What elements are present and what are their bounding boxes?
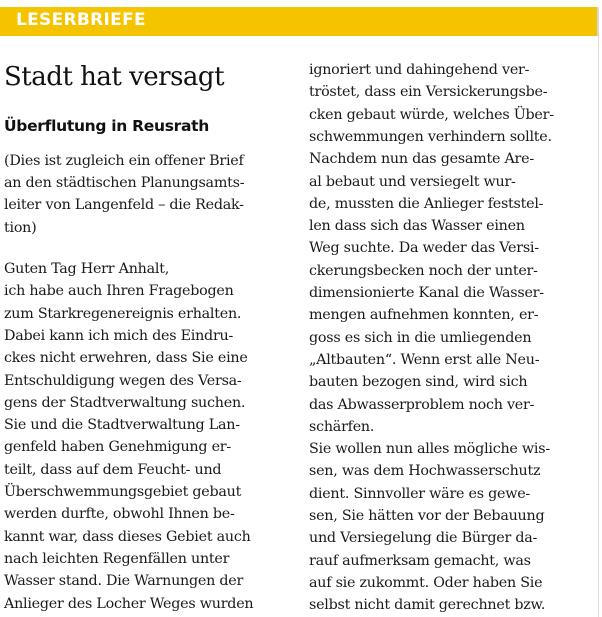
text-line: sen, Sie hätten vor der Bebauung xyxy=(309,508,545,524)
text-line: schärfen. xyxy=(309,418,375,435)
text-line: cken gebaut würde, welches Über- xyxy=(309,106,554,123)
text-line: das Abwasserproblem noch ver- xyxy=(309,396,535,413)
text-line: ignoriert und dahingehend ver- xyxy=(309,62,530,78)
text-line: Überschwemmungsgebiet gebaut xyxy=(4,484,242,500)
article-headline: Stadt hat versagt xyxy=(4,62,225,92)
text-line: ckerungsbecken noch der unter- xyxy=(309,262,538,279)
text-line: gens der Stadtverwaltung suchen. xyxy=(4,394,246,411)
page-edge-rule xyxy=(598,36,599,617)
text-line: Anlieger des Locher Weges wurden xyxy=(4,595,254,612)
text-line: Sie wollen nun alles mögliche wis- xyxy=(309,441,550,458)
text-line: goss es sich in die umliegenden xyxy=(309,329,532,346)
text-line: an den städtischen Planungsamts- xyxy=(4,175,245,192)
text-line: len dass sich das Wasser einen xyxy=(309,218,525,235)
text-line: de, mussten die Anlieger feststel- xyxy=(309,195,544,212)
text-line: al bebaut und versiegelt wur- xyxy=(309,173,516,190)
text-line: auf sie zukommt. Oder haben Sie xyxy=(309,574,543,591)
text-line: nach leichten Regenfällen unter xyxy=(4,550,230,567)
text-line: sen, was dem Hochwasserschutz xyxy=(309,463,541,480)
text-line: tion) xyxy=(4,219,37,236)
text-line: bauten bezogen sind, wird sich xyxy=(309,374,528,391)
text-line: dient. Sinnvoller wäre es gewe- xyxy=(309,485,531,502)
text-line: mengen aufnehmen konnten, er- xyxy=(309,307,539,324)
text-line: Dabei kann ich mich des Eindru- xyxy=(4,327,234,344)
text-line: Entschuldigung wegen des Versa- xyxy=(4,372,242,389)
text-line: „Altbauten“. Wenn erst alle Neu- xyxy=(309,351,540,368)
article-subheadline: Überflutung in Reusrath xyxy=(4,117,209,135)
text-line: ckes nicht erwehren, dass Sie eine xyxy=(4,350,248,367)
text-line: werden durfte, obwohl Ihnen be- xyxy=(4,506,235,523)
text-line: ich habe auch Ihren Fragebogen xyxy=(4,283,234,300)
section-banner xyxy=(0,7,599,36)
text-line: teilt, dass auf dem Feucht- und xyxy=(4,461,222,478)
text-line: Guten Tag Herr Anhalt, xyxy=(4,261,170,277)
text-line: und Versiegelung die Bürger da- xyxy=(309,530,538,547)
text-line: Sie und die Stadtverwaltung Lan- xyxy=(4,417,240,434)
text-line: genfeld haben Genehmigung er- xyxy=(4,439,231,456)
text-line: leiter von Langenfeld – die Redak- xyxy=(4,197,244,214)
text-line: Weg suchte. Da weder das Versi- xyxy=(309,240,539,257)
text-line: dimensionierte Kanal die Wasser- xyxy=(309,285,544,301)
text-line: tröstet, dass ein Versickerungsbe- xyxy=(309,84,548,101)
text-line: zum Starkregenereignis erhalten. xyxy=(4,305,242,322)
text-line: rauf aufmerksam gemacht, was xyxy=(309,552,531,569)
text-line: selbst nicht damit gerechnet bzw. xyxy=(309,597,546,614)
text-line: (Dies ist zugleich ein offener Brief xyxy=(4,153,244,169)
text-line: Nachdem nun das gesamte Are- xyxy=(309,151,534,168)
text-line: Wasser stand. Die Warnungen der xyxy=(4,573,244,590)
text-line: kannt war, dass dieses Gebiet auch xyxy=(4,528,251,545)
text-line: schwemmungen verhindern sollte. xyxy=(309,128,552,145)
section-label: LESERBRIEFE xyxy=(16,10,146,30)
